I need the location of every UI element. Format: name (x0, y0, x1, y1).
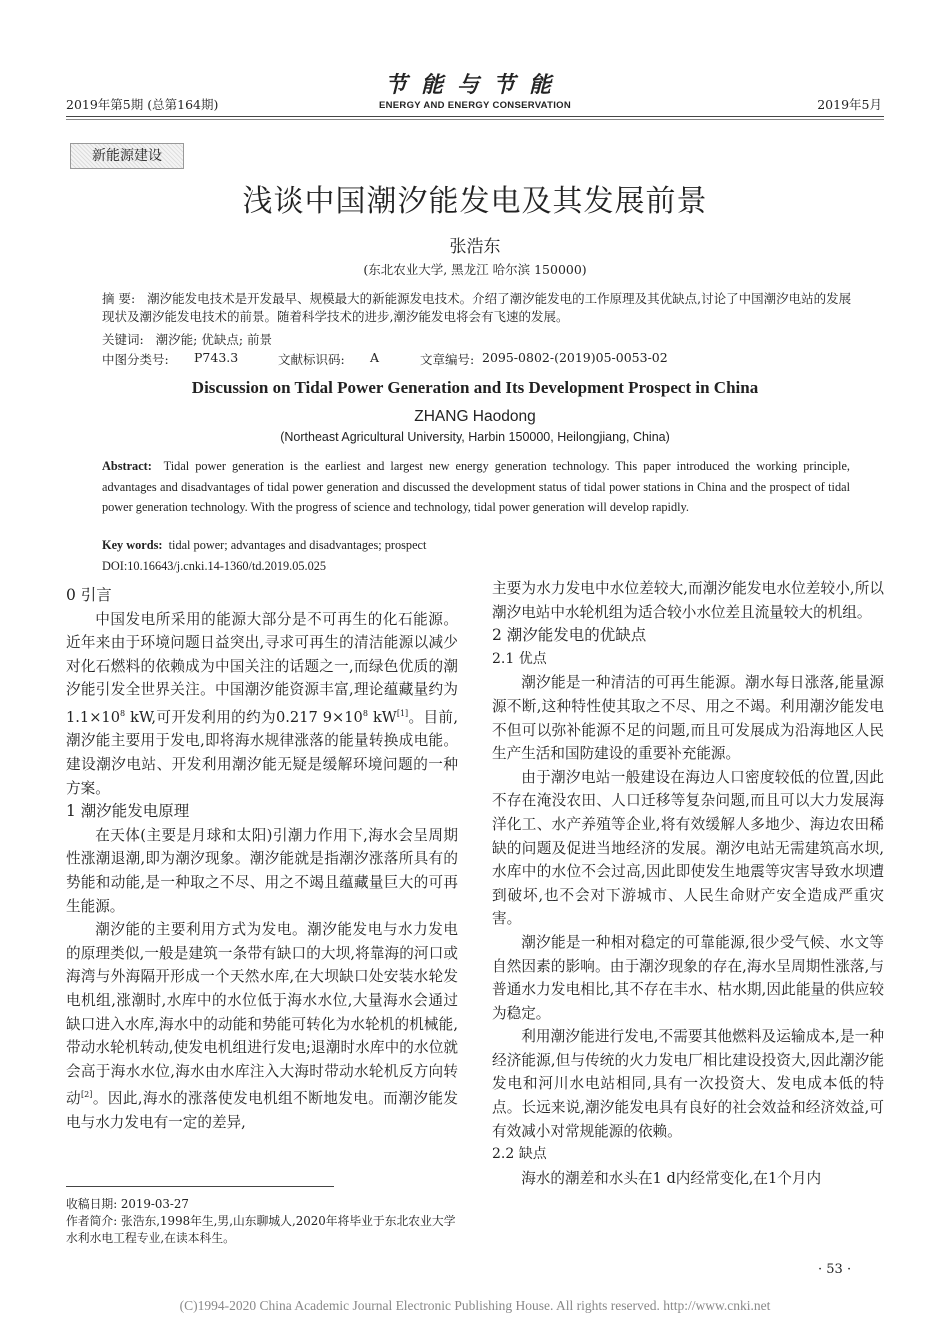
section-heading-1: 1 潮汐能发电原理 (66, 802, 190, 821)
author-en: ZHANG Haodong (414, 408, 536, 425)
citation-1: [1] (396, 708, 409, 718)
journal-title-en: ENERGY AND ENERGY CONSERVATION (379, 100, 571, 111)
keywords-en-label: Key words: (102, 538, 163, 552)
paragraph-disadv-1: 海水的潮差和水头在1 d内经常变化,在1个月内 (521, 1169, 822, 1187)
abstract-en-label: Abstract: (102, 459, 152, 473)
keywords-en-text: tidal power; advantages and disadvantages; prospect (168, 538, 427, 552)
doc-code-value: A (370, 350, 380, 365)
header-rule (66, 116, 884, 117)
page-number: · 53 · (818, 1262, 852, 1277)
principle-text-b: 。因此,海水的涨落使发电机组不断地发电。而潮汐能发电与水力发电有一定的差异, (66, 1090, 458, 1131)
abstract-cn-label: 摘 要: (102, 291, 136, 306)
paragraph-principle-1: 在天体(主要是月球和太阳)引潮力作用下,海水会呈周期性涨潮退潮,即为潮汐现象。潮汐能就是指潮汐涨落所具有的势能和动能,是一种取之不尽、用之不竭且蕴藏量巨大的可再生能源。 (66, 826, 458, 915)
paragraph-adv-2: 由于潮汐电站一般建设在海边人口密度较低的位置,因此不存在淹没农田、人口迁移等复杂问题,而且可以大力发展海洋化工、水产养殖等企业,将有效缓解人多地少、海边农田稀缺的问题及促进当地经济的发展。潮汐电站无需建筑高水坝,水库中的水位不会过高,因此即使发生地震等灾害导致水坝遭到破坏,也不会对下游城市、人民生命财产安全造成严重灾害。 (492, 768, 884, 928)
intro-text-a: 中国发电所采用的能源大部分是不可再生的化石能源。近年来由于环境问题日益突出,寻求可再生的清洁能源以减少对化石燃料的依赖成为中国关注的话题之一,而绿色优质的潮汐能引发全世界关注。中国潮汐能资源丰富,理论蕴藏量约为1.1×10 (66, 610, 458, 726)
header-rule-thin (66, 119, 884, 120)
clc-value: P743.3 (194, 350, 239, 365)
author-cn: 张浩东 (449, 237, 501, 257)
article-no-value: 2095-0802-(2019)05-0053-02 (482, 350, 668, 365)
issue-info: 2019年第5期 (总第164期) (66, 97, 219, 112)
paragraph-principle-2 (66, 918, 458, 1134)
footnote (66, 1196, 461, 1247)
footnote-rule (66, 1186, 334, 1187)
doc-code-label: 文献标识码: (278, 352, 345, 367)
journal-title-cn: 节能与节能 (384, 72, 565, 98)
paragraph-intro (66, 608, 458, 801)
principle-text-a: 潮汐能的主要利用方式为发电。潮汐能发电与水力发电的原理类似,一般是建筑一条带有缺口的大坝,将靠海的河口或海湾与外海隔开形成一个天然水库,在大坝缺口处安装水轮发电机组,涨潮时,水库中的水位低于海水水位,大量海水会通过缺口进入水库,海水中的动能和势能可转化为水轮机的机械能,带动水轮机转动,使发电机组进行发电;退潮时水库中的水位就会高于海水水位,海水由水库注入大海时带动水轮机反方向转动 (66, 921, 458, 1108)
subsection-heading-2-2: 2.2 缺点 (492, 1146, 547, 1163)
intro-text-d: 。目前,潮汐能主要用于发电,即将海水规律涨落的能量转换成电能。建设潮汐电站、开发利用潮汐能无疑是缓解环境问题的一种方案。 (66, 708, 459, 797)
author-bio: 作者简介: 张浩东,1998年生,男,山东聊城人,2020年将毕业于东北农业大学水利水电工程专业,在读本科生。 (66, 1214, 456, 1245)
keywords-cn-text: 潮汐能; 优缺点; 前景 (155, 332, 273, 347)
doi: DOI:10.16643/j.cnki.14-1360/td.2019.05.025 (102, 559, 327, 573)
body-column-right (492, 577, 884, 1190)
title-en: Discussion on Tidal Power Generation and Its Development Prospect in China (191, 378, 759, 397)
exp-2: 8 (362, 708, 368, 718)
section-heading-0: 0 引言 (66, 586, 112, 604)
affiliation-en: (Northeast Agricultural University, Harbin 150000, Heilongjiang, China) (280, 430, 670, 444)
section-heading-2: 2 潮汐能发电的优缺点 (492, 626, 647, 645)
page-title: 浅谈中国潮汐能发电及其发展前景 (242, 184, 708, 219)
journal-logo (355, 73, 595, 111)
keywords-cn-label: 关键词: (102, 332, 144, 347)
intro-text-c: kW (367, 708, 397, 726)
abstract-en (102, 456, 850, 518)
keywords-cn (102, 330, 272, 348)
abstract-cn-text: 潮汐能发电技术是开发最早、规模最大的新能源发电技术。介绍了潮汐能发电的工作原理及其优缺点,讨论了中国潮汐电站的发展现状及潮汐能发电技术的前景。随着科学技术的进步,潮汐能发电将会有飞速的发展。 (102, 291, 852, 324)
received-date: 收稿日期: 2019-03-27 (66, 1197, 189, 1211)
clc-label: 中图分类号: (102, 352, 169, 367)
affiliation-cn: (东北农业大学, 黑龙江 哈尔滨 150000) (363, 262, 587, 277)
subsection-heading-2-1: 2.1 优点 (492, 650, 547, 667)
exp-1: 8 (120, 708, 126, 718)
article-no-label: 文章编号: (420, 352, 475, 367)
citation-2: [2] (81, 1090, 93, 1100)
paragraph-adv-1: 潮汐能是一种清洁的可再生能源。潮水每日涨落,能量源源不断,这种特性使其取之不尽、用之不竭。利用潮汐能发电不但可以弥补能源不足的问题,而且可发展成为沿海地区人民生产生活和国防建设的重要补充能源。 (492, 674, 884, 763)
issue-date: 2019年5月 (817, 97, 882, 112)
body-column-left (66, 584, 458, 1134)
paragraph-adv-4: 利用潮汐能进行发电,不需要其他燃料及运输成本,是一种经济能源,但与传统的火力发电厂相比建设投资大,因此潮汐能发电和河川水电站相同,具有一次投资大、发电成本低的特点。长远来说,潮汐能发电具有良好的社会效益和经济效益,可有效减小对常规能源的依赖。 (492, 1028, 884, 1140)
paragraph-adv-3: 潮汐能是一种相对稳定的可靠能源,很少受气候、水文等自然因素的影响。由于潮汐现象的存在,海水呈周期性涨落,与普通水力发电相比,其不存在丰水、枯水期,因此能量的供应较为稳定。 (492, 933, 884, 1022)
column-tag: 新能源建设 (70, 143, 184, 169)
intro-text-b: kW,可开发利用的约为0.217 9×10 (125, 708, 363, 726)
copyright-footer: (C)1994-2020 China Academic Journal Electronic Publishing House. All rights reserved. http://www.cnki.net (179, 1298, 771, 1313)
paragraph-principle-cont: 主要为水力发电中水位差较大,而潮汐能发电水位差较小,所以潮汐电站中水轮机组为适合较小水位差且流量较大的机组。 (492, 580, 884, 621)
abstract-en-text: Tidal power generation is the earliest and largest new energy generation technology. This paper introduced the working principle, advantages and disadvantages of tidal power generation and discussed the development status of tidal power stations in China and the prospect of tidal power generation technology. With the progress of science and technology, tidal power generation will develop rapidly. (102, 459, 850, 514)
abstract-cn (102, 290, 862, 326)
keywords-en (102, 538, 426, 553)
